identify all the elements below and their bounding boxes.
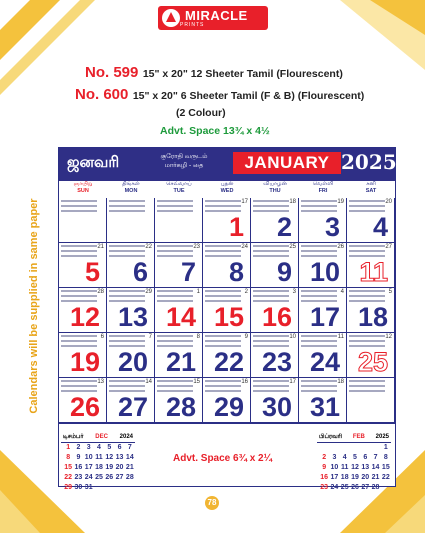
day-cell: [251, 198, 299, 243]
day-number: 16: [261, 302, 292, 332]
day-header: [203, 181, 251, 197]
day-cell: [155, 333, 203, 378]
brand-logo: [158, 6, 268, 30]
year-title: 2025: [341, 150, 397, 174]
mini-day: 6: [363, 454, 368, 461]
day-number: 14: [165, 302, 196, 332]
mini-day: 16: [74, 464, 83, 471]
mini-day: 16: [320, 474, 329, 481]
mini-day: 22: [381, 474, 390, 481]
tamil-date: 28: [97, 289, 104, 295]
day-number: 18: [357, 302, 388, 332]
mini-week-row: [61, 483, 135, 493]
day-header: [251, 181, 299, 197]
day-header-english: THU: [269, 188, 281, 194]
day-header-tamil: சனி: [366, 181, 376, 187]
brand-sub: PRINTS: [180, 21, 205, 28]
mini-day: 17: [330, 474, 339, 481]
day-header-english: WED: [220, 188, 234, 194]
mini-day: 12: [105, 454, 114, 461]
mini-week-row: [317, 443, 391, 453]
day-cell: [203, 333, 251, 378]
calendar-sheet: [58, 147, 397, 491]
mini-day: 3: [86, 444, 91, 451]
day-number: 22: [213, 347, 244, 377]
day-header: [107, 181, 155, 197]
day-cell: [155, 378, 203, 423]
day-cell: [107, 378, 155, 423]
day-cell: [251, 333, 299, 378]
mini-week-row: [317, 463, 391, 473]
day-cell: [347, 288, 395, 333]
tamil-date: 1: [196, 289, 200, 295]
day-number: 24: [309, 347, 340, 377]
day-number: 28: [165, 392, 196, 422]
day-cell: [155, 243, 203, 288]
mini-day: 2: [322, 454, 327, 461]
tamil-date: 11: [337, 334, 344, 340]
mini-day: 10: [84, 454, 93, 461]
day-number: 21: [165, 347, 196, 377]
mini-day: [319, 443, 329, 453]
day-number: 26: [69, 392, 100, 422]
mini-month: FEB: [352, 434, 365, 440]
mini-calendar-header: [317, 433, 391, 443]
tamil-month: ஜனவரி: [67, 154, 120, 171]
mini-day: 8: [66, 454, 71, 461]
day-cell: [59, 378, 107, 423]
side-note: Calendars will be supplied in same paper: [28, 198, 40, 414]
mini-day: 20: [115, 464, 124, 471]
mini-day: 27: [115, 474, 124, 481]
day-number: 8: [228, 257, 244, 287]
product-line-2: [75, 86, 364, 104]
brand-mark-icon: [162, 9, 180, 27]
tamil-date: 23: [193, 244, 200, 250]
tamil-date: 17: [289, 379, 296, 385]
day-header-tamil: ஞாயிறு: [73, 181, 93, 187]
day-number: 27: [117, 392, 148, 422]
day-header-english: SAT: [365, 188, 377, 194]
mini-day: 7: [127, 444, 132, 451]
mini-day: 27: [361, 484, 370, 491]
day-cell: [347, 243, 395, 288]
mini-day: 15: [381, 464, 390, 471]
tamil-date: 21: [97, 244, 104, 250]
mini-day: 13: [115, 454, 124, 461]
tamil-date: 16: [241, 379, 248, 385]
day-number: 9: [276, 257, 292, 287]
day-cell: [107, 243, 155, 288]
day-number: 3: [324, 212, 340, 242]
day-number: 1: [228, 212, 244, 242]
mini-day: 15: [64, 464, 73, 471]
mini-day: 30: [74, 484, 83, 491]
mini-day: 11: [341, 464, 349, 471]
day-header-tamil: செவ்வாய்: [166, 181, 192, 187]
day-number: 19: [69, 347, 100, 377]
mini-day: 28: [371, 484, 380, 491]
day-header-english: FRI: [318, 188, 328, 194]
mini-day: 18: [95, 464, 103, 471]
day-number: 12: [69, 302, 100, 332]
day-cell: [59, 198, 107, 243]
day-cell: [59, 333, 107, 378]
day-number: 31: [309, 392, 340, 422]
day-cell: [299, 198, 347, 243]
day-header-tamil: வியாழன்: [263, 181, 287, 187]
product-line-1: [85, 64, 343, 82]
tamil-date: 6: [100, 334, 104, 340]
day-number: 29: [213, 392, 244, 422]
day-number: 20: [117, 347, 148, 377]
day-header: [299, 181, 347, 197]
day-number: 25: [357, 347, 388, 377]
tamil-date: 15: [193, 379, 200, 385]
mini-day: 1: [66, 444, 71, 451]
day-cell: [155, 288, 203, 333]
tamil-date: 25: [289, 244, 296, 250]
tamil-date: 18: [337, 379, 344, 385]
tamil-month-range: மார்கழி - தை: [164, 162, 204, 169]
product-desc: 15" x 20" 12 Sheeter Tamil (Flourescent): [142, 68, 343, 80]
mini-day: 21: [371, 474, 380, 481]
tamil-date: 26: [337, 244, 344, 250]
tamil-date: 22: [145, 244, 152, 250]
mini-tamil-month: பிப்ரவரி: [319, 434, 343, 440]
mini-day: 9: [322, 464, 327, 471]
day-header: [59, 181, 107, 197]
mini-day: 5: [353, 454, 357, 461]
tamil-date: 20: [385, 199, 392, 205]
mini-day: 10: [330, 464, 339, 471]
day-number: 10: [309, 257, 340, 287]
day-number: 4: [372, 212, 388, 242]
mini-day: 19: [105, 464, 114, 471]
tamil-date: 29: [145, 289, 152, 295]
mini-day: [329, 443, 339, 453]
mini-day: 28: [125, 474, 134, 481]
day-header-english: SUN: [77, 188, 89, 194]
day-cell: [107, 288, 155, 333]
mini-day: 5: [107, 444, 112, 451]
day-number: 17: [309, 302, 340, 332]
day-header-tamil: புதன்: [220, 181, 234, 187]
day-cell: [251, 288, 299, 333]
mini-day: 4: [97, 444, 101, 451]
mini-day: 11: [95, 454, 103, 461]
tamil-date: 18: [289, 199, 296, 205]
brand-name: MIRACLE: [185, 7, 248, 23]
mini-day: [370, 443, 380, 453]
day-header-english: TUE: [173, 188, 185, 194]
mini-day: 22: [64, 474, 73, 481]
mini-day: 25: [340, 484, 349, 491]
mini-day: 18: [340, 474, 349, 481]
day-cell: [347, 378, 395, 423]
day-header: [347, 181, 395, 197]
tamil-date: 17: [241, 199, 248, 205]
mini-week-row: [317, 473, 391, 483]
mini-calendar-next: [317, 433, 391, 493]
mini-week-row: [61, 453, 135, 463]
day-notes-text: [157, 200, 193, 215]
day-cell: [107, 198, 155, 243]
mini-day: 29: [64, 484, 73, 491]
day-notes-text: [349, 380, 385, 395]
mini-week-row: [317, 483, 391, 493]
tamil-date: 9: [244, 334, 248, 340]
tamil-date: 24: [241, 244, 248, 250]
day-cell: [299, 378, 347, 423]
day-number: 23: [261, 347, 292, 377]
mini-week-row: [61, 443, 135, 453]
day-header-tamil: வெள்ளி: [312, 181, 334, 187]
day-header-english: MON: [124, 188, 138, 194]
mini-week-row: [61, 473, 135, 483]
day-number: 15: [213, 302, 244, 332]
mini-day: 8: [383, 454, 388, 461]
day-cell: [299, 243, 347, 288]
day-cell: [155, 198, 203, 243]
mini-year: 2024: [119, 434, 133, 440]
tamil-date: 2: [244, 289, 248, 295]
calendar-header: [59, 148, 395, 181]
day-cell: [203, 378, 251, 423]
month-title: JANUARY: [233, 152, 341, 174]
advt-space-bottom: Advt. Space 6¾ x 2¼: [173, 453, 272, 464]
product-number: No. 600: [75, 86, 129, 103]
tamil-date: 12: [385, 334, 392, 340]
day-cell: [59, 243, 107, 288]
mini-day: [350, 443, 360, 453]
mini-calendar-prev: [61, 433, 135, 493]
mini-day: 19: [351, 474, 359, 481]
tamil-date: 4: [340, 289, 344, 295]
day-cell: [203, 243, 251, 288]
day-number: 30: [261, 392, 292, 422]
calendar-bottom-strip: [59, 423, 395, 491]
day-cell: [299, 333, 347, 378]
mini-day: 21: [125, 464, 134, 471]
mini-day: [360, 443, 370, 453]
mini-year: 2025: [375, 434, 389, 440]
mini-day: 7: [373, 454, 378, 461]
day-number: 13: [117, 302, 148, 332]
advt-space-top: Advt. Space 13¾ x 4½: [160, 125, 270, 137]
tamil-date: 8: [196, 334, 200, 340]
mini-day: 24: [330, 484, 339, 491]
day-cell: [59, 288, 107, 333]
tamil-date: 27: [385, 244, 392, 250]
mini-day: 26: [105, 474, 114, 481]
mini-day: 3: [332, 454, 337, 461]
mini-day: 23: [74, 474, 83, 481]
mini-day: [381, 483, 391, 493]
day-number: 11: [359, 257, 388, 287]
mini-week-row: [61, 463, 135, 473]
mini-day: 1: [383, 444, 388, 451]
mini-day: 6: [117, 444, 122, 451]
day-cell: [347, 198, 395, 243]
day-cell: [203, 198, 251, 243]
product-desc: 15" x 20" 6 Sheeter Tamil (F & B) (Flourescent): [132, 90, 365, 102]
tamil-year-info: [149, 152, 219, 170]
mini-day: 23: [320, 484, 329, 491]
day-cell: [251, 378, 299, 423]
mini-day: [104, 483, 114, 493]
mini-day: 26: [351, 484, 359, 491]
mini-day: [340, 443, 350, 453]
day-number: 7: [180, 257, 196, 287]
mini-day: 14: [125, 454, 134, 461]
mini-day: [114, 483, 124, 493]
day-cell: [299, 288, 347, 333]
page-number: 78: [205, 496, 219, 510]
day-number: 2: [276, 212, 292, 242]
tamil-year-line: குரோதி வருடம்: [160, 153, 208, 160]
mini-day: [94, 483, 104, 493]
tamil-date: 14: [145, 379, 152, 385]
mini-day: 24: [84, 474, 93, 481]
day-cell: [251, 243, 299, 288]
tamil-date: 10: [289, 334, 296, 340]
mini-day: 13: [361, 464, 370, 471]
tamil-date: 5: [388, 289, 392, 295]
mini-day: 4: [342, 454, 347, 461]
tamil-date: 7: [148, 334, 152, 340]
mini-day: 14: [371, 464, 380, 471]
mini-day: 25: [95, 474, 103, 481]
mini-day: 2: [76, 444, 81, 451]
mini-month: DEC: [95, 434, 108, 440]
tamil-date: 13: [97, 379, 104, 385]
mini-week-row: [317, 453, 391, 463]
day-header-tamil: திங்கள்: [122, 181, 140, 187]
mini-tamil-month: டிசம்பர்: [63, 434, 84, 440]
day-cell: [347, 333, 395, 378]
day-number: 5: [84, 257, 100, 287]
mini-day: 20: [361, 474, 370, 481]
day-cell: [203, 288, 251, 333]
tamil-date: 3: [292, 289, 296, 295]
product-number: No. 599: [85, 64, 139, 81]
mini-day: 31: [84, 484, 93, 491]
day-notes-text: [109, 200, 145, 215]
mini-day: 12: [351, 464, 359, 471]
day-number: 6: [132, 257, 148, 287]
mini-day: 9: [76, 454, 81, 461]
mini-day: 17: [84, 464, 93, 471]
day-notes-text: [61, 200, 97, 215]
colour-note: (2 Colour): [176, 107, 226, 119]
mini-calendar-header: [61, 433, 135, 443]
day-header: [155, 181, 203, 197]
mini-day: [125, 483, 135, 493]
day-cell: [107, 333, 155, 378]
tamil-date: 19: [337, 199, 344, 205]
